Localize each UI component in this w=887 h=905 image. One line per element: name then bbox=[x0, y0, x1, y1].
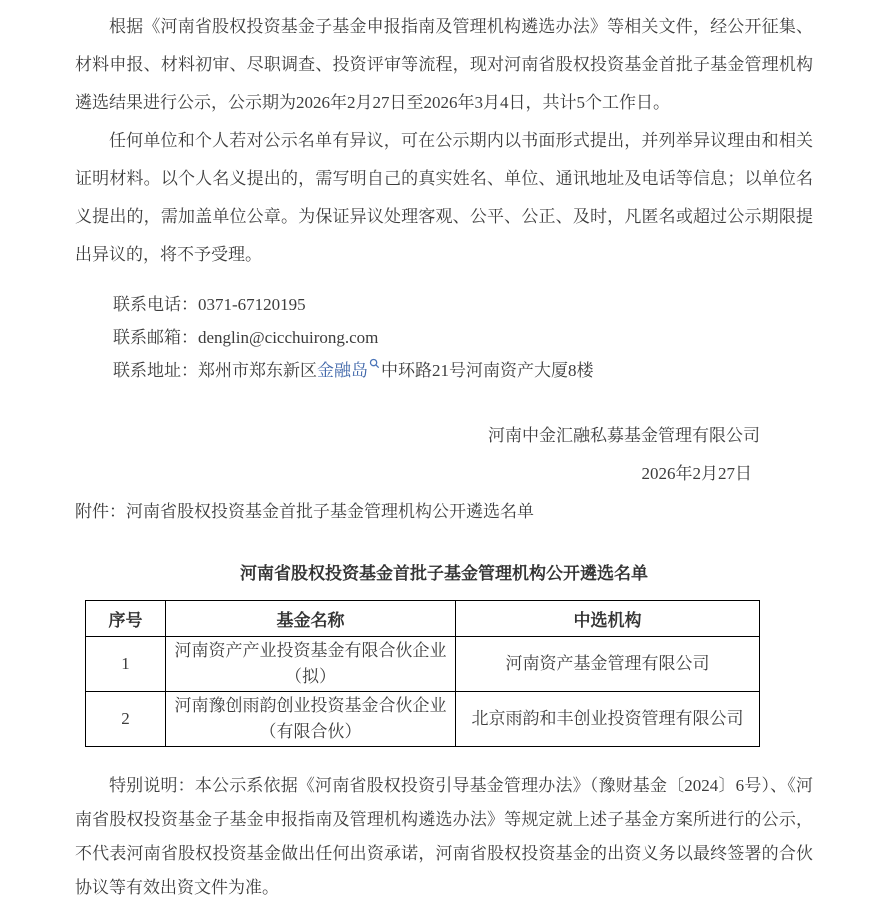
cell-org: 北京雨韵和丰创业投资管理有限公司 bbox=[456, 692, 760, 747]
attachment-line: 附件：河南省股权投资基金首批子基金管理机构公开遴选名单 bbox=[75, 502, 534, 521]
table-title: 河南省股权投资基金首批子基金管理机构公开遴选名单 bbox=[240, 564, 648, 583]
cell-no: 1 bbox=[86, 637, 166, 692]
header-cell-fund: 基金名称 bbox=[166, 601, 456, 637]
header-cell-no: 序号 bbox=[86, 601, 166, 637]
search-icon[interactable] bbox=[369, 358, 380, 369]
signature-company: 河南中金汇融私募基金管理有限公司 bbox=[488, 426, 760, 445]
selection-table bbox=[85, 600, 760, 747]
objection-paragraph: 任何单位和个人若对公示名单有异议，可在公示期内以书面形式提出，并列举异议理由和相关证明材料。以个人名义提出的，需写明自己的真实姓名、单位、通讯地址及电话等信息；以单位名义提出的，需加盖单位公章。为保证异议处理客观、公平、公正、及时，凡匿名或超过公示期限提出异议的，将不予受理。 bbox=[75, 131, 813, 264]
cell-fund bbox=[166, 637, 456, 692]
special-note-paragraph: 特别说明：本公示系依据《河南省股权投资引导基金管理办法》（豫财基金〔2024〕6号）、《河南省股权投资基金子基金申报指南及管理机构遴选办法》等规定就上述子基金方案所进行的公示，不代表河南省股权投资基金做出任何出资承诺，河南省股权投资基金的出资义务以最终签署的合伙协议等有效出资文件为准。 bbox=[75, 776, 813, 897]
fund-name-line2: （拟） bbox=[285, 667, 336, 686]
signature-block bbox=[75, 417, 813, 493]
intro-paragraph: 根据《河南省股权投资基金子基金申报指南及管理机构遴选办法》等相关文件，经公开征集、材料申报、材料初审、尽职调查、投资评审等流程，现对河南省股权投资基金首批子基金管理机构遴选结果进行公示，公示期为2026年2月27日至2026年3月4日，共计5个工作日。 bbox=[75, 17, 813, 112]
table-header-row bbox=[86, 601, 760, 637]
cell-fund bbox=[166, 692, 456, 747]
cell-no: 2 bbox=[86, 692, 166, 747]
contact-email-value: denglin@cicchuirong.com bbox=[198, 328, 379, 347]
fund-name-line2: （有限合伙） bbox=[259, 722, 362, 741]
fund-name-line1: 河南豫创雨韵创业投资基金合伙企业 bbox=[174, 696, 447, 715]
contact-address-line bbox=[75, 354, 813, 387]
header-cell-org: 中选机构 bbox=[456, 601, 760, 637]
table-row bbox=[86, 692, 760, 747]
contact-phone-line bbox=[75, 288, 813, 321]
contact-email-line bbox=[75, 321, 813, 354]
financial-island-link[interactable]: 金融岛 bbox=[317, 361, 368, 380]
contact-address-prefix: 郑州市郑东新区 bbox=[198, 361, 317, 380]
signature-date: 2026年2月27日 bbox=[641, 464, 752, 483]
contact-address-label: 联系地址： bbox=[113, 361, 198, 380]
contact-block bbox=[75, 288, 813, 387]
fund-name-line1: 河南资产产业投资基金有限合伙企业 bbox=[174, 641, 447, 660]
table-row bbox=[86, 637, 760, 692]
contact-phone-label: 联系电话： bbox=[113, 295, 198, 314]
contact-phone-value: 0371-67120195 bbox=[198, 295, 306, 314]
contact-address-suffix: 中环路21号河南资产大厦8楼 bbox=[381, 361, 594, 380]
cell-org: 河南资产基金管理有限公司 bbox=[456, 637, 760, 692]
contact-email-label: 联系邮箱： bbox=[113, 328, 198, 347]
